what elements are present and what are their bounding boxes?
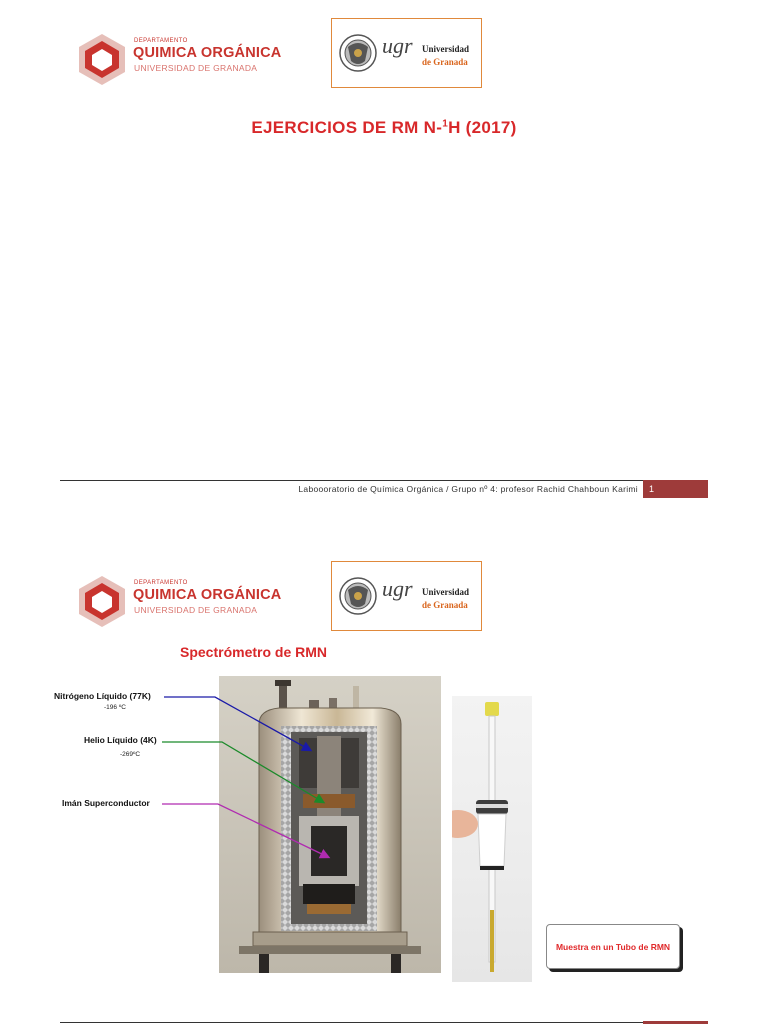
label-nitrogen-temp: -196 ºC — [104, 704, 126, 711]
slide-2-title: Spectrómetro de RMN — [180, 644, 328, 660]
label-nitrogen: Nitrógeno Líquido (77K) — [54, 691, 151, 701]
ugr-line-1: Universidad — [422, 587, 470, 597]
label-helium: Helio Líquido (4K) — [84, 735, 157, 745]
title-prefix: EJERCICIOS DE RM N- — [251, 118, 443, 137]
footer-divider — [60, 480, 708, 481]
ugr-line-2: de Granada — [422, 57, 468, 67]
label-magnet: Imán Superconductor — [62, 798, 150, 808]
ugr-line-1: Universidad — [422, 44, 470, 54]
dept-label-main: QUIMICA ORGÁNICA — [133, 45, 282, 61]
magnet-arrow — [162, 804, 328, 857]
title-suffix: H (2017) — [448, 118, 517, 137]
slide-2 — [0, 512, 768, 1024]
page-number: 1 — [643, 480, 708, 498]
dept-label-small: DEPARTAMENTO — [134, 580, 188, 586]
footer-text: Laboooratorio de Química Orgánica / Grupo nº 4: profesor Rachid Chahboun Karimi — [298, 484, 638, 494]
sample-callout — [546, 924, 680, 969]
hexagon-logo-icon — [74, 32, 130, 86]
ugr-line-2: de Granada — [422, 600, 468, 610]
dept-label-main: QUIMICA ORGÁNICA — [133, 587, 282, 603]
helium-arrow — [162, 742, 323, 802]
footer-divider — [60, 1022, 708, 1023]
title-superscript: 1 — [442, 118, 449, 130]
ugr-script-text: ugr — [382, 576, 413, 601]
sample-label: Muestra en un Tubo de RMN — [555, 941, 671, 952]
dept-label-sub: UNIVERSIDAD DE GRANADA — [134, 63, 258, 73]
university-seal-icon — [338, 31, 378, 75]
dept-label-sub: UNIVERSIDAD DE GRANADA — [134, 605, 258, 615]
slide-1-title — [0, 118, 768, 138]
dept-label-small: DEPARTAMENTO — [134, 38, 188, 44]
ugr-logo — [331, 18, 482, 88]
ugr-script-text: ugr — [382, 33, 413, 58]
label-helium-temp: -269ºC — [120, 751, 141, 758]
department-logo — [74, 32, 282, 86]
